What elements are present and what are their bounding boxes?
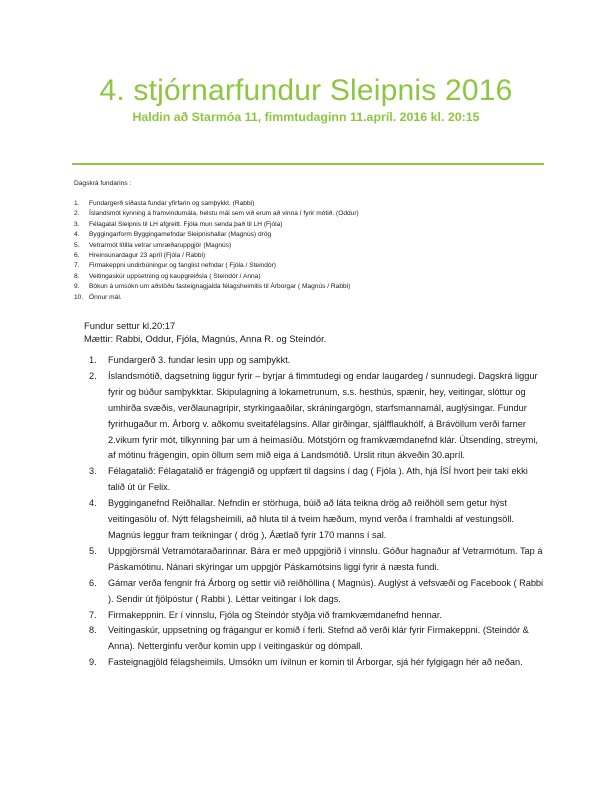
minutes-item-text: Fasteignagjöld félagsheimils. Umsókn um ívilnun er komin til Árborgar, sjá hér fylgigagn hér að neðan.	[108, 657, 523, 668]
minutes-item-number: 6.	[89, 577, 97, 588]
agenda-item	[74, 293, 544, 303]
agenda-item-text: Byggingarform Byggingamefndar Sleipnishallar (Magnús) drög	[89, 231, 272, 239]
meeting-info	[84, 319, 326, 345]
agenda-item	[74, 241, 544, 251]
agenda-item-text: Firmakeppni undirbúningur og fanglist nefndar ( Fjóla / Steindór)	[89, 262, 276, 270]
minutes-item-number: 5.	[89, 545, 97, 556]
minutes-item-text: Veitingaskúr, uppsetning og frágangur er komið í ferli. Stefnd að verði klár fyrir Firmakeppni. (Steindór & Anna). Netterginfu verður komin upp í veitingaskúr og dómpall.	[108, 625, 529, 652]
minutes-item	[84, 496, 544, 544]
agenda-item-text: Hreinsunardagur 23 apríl (Fjóla / Rabbi)	[89, 252, 206, 260]
minutes-item-text: Bygginganefnd Reiðhallar. Nefndin er störhuga, búið að láta teikna drög að reiðhöll sem getur hýst veitingasölu of. Nýtt félagsheimili, að hluta til á tveim hæðum, mynd verða í framhaldi af vestungsöll. Magnús leggur fram teikningar ( drög ), Áætlað fyrir 170 manns í sal.	[108, 498, 514, 540]
agenda-item-number: 4.	[74, 231, 80, 239]
minutes-item	[84, 576, 544, 608]
meeting-attendees: Mættir: Rabbi, Oddur, Fjóla, Magnús, Anna R. og Steindór.	[84, 333, 327, 344]
minutes-item	[84, 608, 544, 624]
agenda-item-number: 3.	[74, 220, 80, 228]
minutes-item	[84, 623, 544, 655]
minutes-item	[84, 544, 544, 576]
agenda-item-number: 8.	[74, 272, 80, 280]
title-divider	[72, 163, 544, 165]
agenda-item	[74, 199, 544, 209]
minutes-item	[84, 655, 544, 671]
minutes-item-text: Gámar verða fengnir frá Árborg og settir við reiðhöllina ( Magnús). Auglýst á vefsvæði og Facebook ( Rabbi ). Sendir út fjölpóstur ( Rabbi ). Léttar veitingar í lok dags.	[108, 577, 544, 604]
minutes-list	[84, 353, 544, 671]
minutes-item-text: Fundargerð 3. fundar lesin upp og samþykkt.	[108, 355, 291, 365]
agenda-item	[74, 220, 544, 230]
agenda-item-number: 7.	[74, 262, 80, 270]
minutes-item-number: 4.	[89, 498, 97, 509]
agenda-item-text: Bókun á umsókn um aðstöðu fasteignagjalda félagsheimilis til Árborgar ( Magnús / Rabbi)	[89, 283, 351, 291]
agenda-item-text: Veitingaskúr uppsetning og kaupgreiðsla ( Steindór / Anna)	[89, 272, 261, 280]
agenda-item-number: 1.	[74, 200, 80, 207]
agenda-item-text: Fundargerð síðasta fundar yfirfarin og samþykkt. (Rabbi)	[89, 200, 255, 207]
agenda-item	[74, 251, 544, 261]
agenda-item-number: 2.	[74, 210, 80, 218]
minutes-item-number: 9.	[89, 657, 97, 668]
agenda-item	[74, 261, 544, 271]
minutes-item	[84, 353, 544, 369]
agenda-item	[74, 209, 544, 219]
agenda-item-number: 10.	[74, 293, 84, 301]
minutes-item-text: Félagatalið: Félagatalið er frágengið og uppfært til dagsins í dag ( Fjóla ). Ath, hjá ÍSÍ hvort þeir taki ekki talið út úr Felix.	[108, 466, 528, 493]
agenda-item-number: 9.	[74, 283, 80, 291]
agenda-item-text: Önnur mál.	[89, 293, 122, 301]
agenda-item-number: 5.	[74, 241, 80, 249]
minutes-item-text: Uppgjörsmál Vetramótaraðarinnar. Bára er með uppgjörið í vinnslu. Góður hagnaður af Vetrarmótum. Tap á Páskamótinu. Nánari skýringar um uppgjör Páskamótsins liggi fyrir á næsta fundi.	[108, 545, 543, 572]
minutes-item-text: Íslandsmótið, dagsetning liggur fyrir – byrjar á fimmtudegi og endar laugardeg / sunnudegi. Dagskrá liggur fyrir og búður samþykktar. Skipulagning á lokametrunum, s.s. hesthús, spænir, hey, veitingar, slóttur og umhirða svæðis, verðlaunagripir, styrkingaaðilar, skráningargögn, starfsmannamál, auglýsingar. Fundur fyrirhugaður m. Árborg v. aðkomu sveitafélagsins. Allar girðingar, sjálfflaukhólf, á Brávöllum verði farner 2.vikum fyrir mót, tilkynning þar um á heimasíðu. Mótstjórn og framkvæmdanefnd klár. Útsending, streymi, af mótinu frágengin, opin öllum sem mið eiga á Landsmótið. Urslit ritun ákveðin 30.apríl.	[108, 370, 538, 461]
meeting-opened: Fundur settur kl.20:17	[84, 320, 176, 331]
agenda-item-text: Félagatal Sleipnis til LH afgreitt. Fjóla mun senda það til LH (Fjóla)	[89, 220, 283, 228]
minutes-item-number: 3.	[89, 466, 97, 477]
minutes-item	[84, 369, 544, 464]
minutes-item-number: 7.	[89, 609, 97, 620]
agenda-item-text: Íslandsmót kynning á framvindumála, helstu mál sem við erum að vinna í fyrir mótið. (Oddur)	[89, 210, 359, 218]
agenda-item-number: 6.	[74, 252, 80, 260]
meeting-subtitle: Haldin að Starmóa 11, fimmtudaginn 11.apríl. 2016 kl. 20:15	[132, 110, 480, 124]
agenda-heading: Dagskrá fundarins :	[74, 180, 132, 187]
page-title: 4. stjórnarfundur Sleipnis 2016	[99, 74, 513, 107]
agenda-item	[74, 230, 544, 240]
agenda-item-text: Vetrarmót lítilla vetrar umræða/uppgjör (Magnús)	[89, 241, 232, 249]
minutes-item-number: 8.	[89, 625, 97, 636]
agenda-list	[74, 199, 544, 303]
minutes-item	[84, 464, 544, 496]
agenda-item	[74, 272, 544, 282]
agenda-item	[74, 282, 544, 292]
minutes-item-number: 2.	[89, 370, 97, 381]
minutes-item-number: 1.	[89, 355, 97, 365]
minutes-item-text: Firmakeppnin. Er í vinnslu, Fjóla og Steindór styðja við framkvæmdanefnd hennar.	[108, 609, 442, 620]
